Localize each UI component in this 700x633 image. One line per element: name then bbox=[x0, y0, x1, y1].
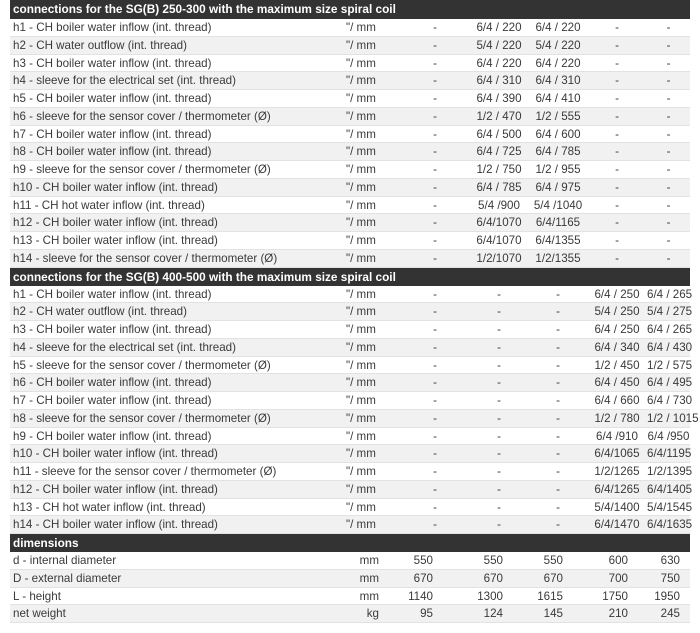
section-header-sg-400-500: connections for the SG(B) 400-500 with the maximum size spiral coil bbox=[10, 268, 690, 286]
row-label: h6 - sleeve for the sensor cover / thermometer (Ø) bbox=[13, 109, 271, 123]
value-cell: - bbox=[497, 411, 501, 425]
row-label: net weight bbox=[13, 607, 66, 621]
value-cell: - bbox=[556, 482, 560, 496]
value-cell: - bbox=[666, 56, 671, 70]
value-cell: 1615 bbox=[537, 589, 563, 603]
value-cell: - bbox=[433, 376, 437, 390]
unit-cell: "/ mm bbox=[346, 482, 376, 496]
row-label: d - internal diameter bbox=[13, 554, 117, 567]
unit-cell: kg bbox=[366, 607, 379, 621]
section-header-dimensions: dimensions bbox=[10, 534, 690, 552]
row-label: h6 - CH boiler water inflow (int. thread) bbox=[13, 376, 212, 390]
value-cell: 1/2 / 450 bbox=[594, 358, 640, 372]
table-row bbox=[10, 250, 690, 268]
value-cell: 5/4 / 275 bbox=[647, 305, 693, 319]
unit-cell: "/ mm bbox=[346, 518, 376, 532]
value-cell: - bbox=[433, 411, 437, 425]
table-row bbox=[10, 410, 699, 428]
unit-cell: "/ mm bbox=[346, 145, 376, 159]
value-cell: - bbox=[615, 92, 619, 105]
spec-table bbox=[10, 0, 699, 623]
value-cell: 670 bbox=[483, 571, 503, 585]
table-row bbox=[10, 374, 693, 392]
value-cell: - bbox=[666, 127, 671, 141]
unit-cell: "/ mm bbox=[346, 251, 376, 265]
value-cell: 600 bbox=[608, 554, 628, 567]
row-label: h12 - CH boiler water inflow (int. thread) bbox=[13, 216, 218, 230]
table-row bbox=[10, 286, 693, 304]
value-cell: 1/2 / 955 bbox=[535, 163, 581, 176]
value-cell: 6/4 / 250 bbox=[594, 287, 640, 301]
value-cell: 5/4/1545 bbox=[647, 500, 693, 514]
value-cell: 6/4 / 450 bbox=[594, 376, 640, 390]
value-cell: - bbox=[433, 92, 437, 105]
row-label: h3 - CH boiler water inflow (int. thread) bbox=[13, 323, 212, 336]
table-row bbox=[10, 570, 690, 588]
value-cell: 670 bbox=[413, 571, 433, 585]
value-cell: 5/4 /900 bbox=[478, 198, 520, 212]
unit-cell: "/ mm bbox=[346, 109, 376, 123]
value-cell: 550 bbox=[413, 554, 433, 567]
table-row bbox=[10, 90, 690, 108]
value-cell: 1/2/1265 bbox=[594, 465, 640, 478]
value-cell: - bbox=[433, 447, 437, 461]
value-cell: 6/4/1405 bbox=[647, 482, 693, 496]
row-label: h10 - CH boiler water inflow (int. thread) bbox=[13, 447, 218, 461]
value-cell: - bbox=[615, 198, 619, 212]
value-cell: 6/4/1070 bbox=[476, 216, 522, 230]
value-cell: - bbox=[556, 429, 560, 443]
value-cell: - bbox=[433, 429, 437, 443]
value-cell: 6/4/1470 bbox=[594, 518, 640, 532]
value-cell: - bbox=[666, 216, 671, 230]
value-cell: - bbox=[666, 145, 671, 159]
value-cell: - bbox=[433, 74, 437, 88]
value-cell: - bbox=[615, 251, 619, 265]
row-label: h5 - sleeve for the sensor cover / thermometer (Ø) bbox=[13, 358, 271, 372]
table-row bbox=[10, 232, 690, 250]
table-row bbox=[10, 481, 693, 499]
unit-cell: "/ mm bbox=[346, 447, 376, 461]
value-cell: - bbox=[556, 394, 560, 407]
value-cell: 95 bbox=[420, 607, 433, 621]
value-cell: - bbox=[666, 198, 671, 212]
value-cell: - bbox=[433, 56, 437, 70]
row-label: h13 - CH boiler water inflow (int. thread) bbox=[13, 234, 218, 247]
value-cell: - bbox=[497, 465, 501, 478]
unit-cell: mm bbox=[359, 589, 379, 603]
value-cell: 6/4 / 265 bbox=[647, 323, 693, 336]
value-cell: 145 bbox=[543, 607, 563, 621]
value-cell: 1140 bbox=[408, 589, 433, 603]
row-label: L - height bbox=[13, 589, 61, 603]
value-cell: - bbox=[497, 376, 501, 390]
value-cell: - bbox=[497, 340, 501, 354]
value-cell: 550 bbox=[483, 554, 503, 567]
value-cell: - bbox=[666, 92, 671, 105]
value-cell: 6/4 / 600 bbox=[535, 127, 581, 141]
value-cell: - bbox=[497, 429, 501, 443]
row-label: h8 - sleeve for the sensor cover / thermometer (Ø) bbox=[13, 411, 271, 425]
value-cell: - bbox=[666, 38, 671, 52]
row-label: h9 - CH boiler water inflow (int. thread) bbox=[13, 429, 212, 443]
value-cell: - bbox=[556, 376, 560, 390]
value-cell: - bbox=[433, 216, 437, 230]
table-row bbox=[10, 55, 690, 73]
unit-cell: "/ mm bbox=[346, 465, 376, 478]
row-label: D - external diameter bbox=[13, 571, 122, 585]
value-cell: - bbox=[556, 305, 560, 319]
unit-cell: "/ mm bbox=[346, 127, 376, 141]
value-cell: - bbox=[666, 74, 671, 88]
value-cell: 1/2/1395 bbox=[647, 465, 693, 478]
row-label: h8 - CH boiler water inflow (int. thread) bbox=[13, 145, 212, 159]
table-row bbox=[10, 499, 693, 517]
value-cell: - bbox=[556, 447, 560, 461]
value-cell: 6/4 / 310 bbox=[535, 74, 581, 88]
value-cell: 6/4 / 495 bbox=[647, 376, 693, 390]
value-cell: - bbox=[433, 38, 437, 52]
value-cell: - bbox=[433, 234, 437, 247]
value-cell: 6/4 / 725 bbox=[476, 145, 522, 159]
value-cell: - bbox=[615, 38, 619, 52]
row-label: h10 - CH boiler water inflow (int. thread) bbox=[13, 180, 218, 194]
value-cell: 6/4 / 975 bbox=[535, 180, 581, 194]
unit-cell: "/ mm bbox=[346, 92, 376, 105]
unit-cell: "/ mm bbox=[346, 500, 376, 514]
value-cell: 1750 bbox=[602, 589, 628, 603]
value-cell: 6/4 / 730 bbox=[647, 394, 693, 407]
table-row bbox=[10, 552, 690, 570]
value-cell: 6/4/1070 bbox=[476, 234, 522, 247]
value-cell: 670 bbox=[543, 571, 563, 585]
value-cell: 550 bbox=[543, 554, 563, 567]
value-cell: - bbox=[433, 180, 437, 194]
unit-cell: "/ mm bbox=[346, 394, 376, 407]
value-cell: - bbox=[666, 180, 671, 194]
table-row bbox=[10, 588, 690, 606]
table-row bbox=[10, 463, 693, 481]
value-cell: 5/4/1400 bbox=[594, 500, 640, 514]
value-cell: 6/4 / 220 bbox=[535, 56, 581, 70]
unit-cell: "/ mm bbox=[346, 56, 376, 70]
unit-cell: "/ mm bbox=[346, 38, 376, 52]
table-row bbox=[10, 516, 693, 534]
row-label: h2 - CH water outflow (int. thread) bbox=[13, 38, 187, 52]
unit-cell: "/ mm bbox=[346, 376, 376, 390]
table-row bbox=[10, 37, 690, 55]
value-cell: - bbox=[497, 323, 501, 336]
value-cell: - bbox=[556, 465, 560, 478]
value-cell: - bbox=[556, 411, 560, 425]
row-label: h4 - sleeve for the electrical set (int. thread) bbox=[13, 74, 236, 88]
value-cell: - bbox=[433, 358, 437, 372]
table-row bbox=[10, 161, 690, 179]
table-row bbox=[10, 108, 690, 126]
value-cell: - bbox=[497, 447, 501, 461]
value-cell: 5/4 / 250 bbox=[594, 305, 640, 319]
value-cell: 1950 bbox=[654, 589, 680, 603]
value-cell: - bbox=[433, 127, 437, 141]
value-cell: 1/2 / 780 bbox=[594, 411, 640, 425]
row-label: h11 - CH hot water inflow (int. thread) bbox=[13, 198, 205, 212]
unit-cell: "/ mm bbox=[346, 340, 376, 354]
table-row bbox=[10, 605, 690, 623]
value-cell: 700 bbox=[608, 571, 628, 585]
table-row bbox=[10, 339, 693, 357]
value-cell: 630 bbox=[660, 554, 680, 567]
value-cell: - bbox=[497, 500, 501, 514]
value-cell: - bbox=[433, 251, 437, 265]
unit-cell: "/ mm bbox=[346, 74, 376, 88]
value-cell: - bbox=[615, 109, 619, 123]
value-cell: 1/2/1355 bbox=[535, 251, 581, 265]
row-label: h7 - CH boiler water inflow (int. thread) bbox=[13, 394, 212, 407]
value-cell: 6/4 / 220 bbox=[535, 21, 581, 34]
value-cell: 6/4/1165 bbox=[535, 216, 581, 230]
unit-cell: "/ mm bbox=[346, 216, 376, 230]
value-cell: - bbox=[556, 500, 560, 514]
table-row bbox=[10, 428, 690, 446]
row-label: h3 - CH boiler water inflow (int. thread) bbox=[13, 56, 212, 70]
value-cell: - bbox=[433, 163, 437, 176]
value-cell: - bbox=[497, 482, 501, 496]
unit-cell: "/ mm bbox=[346, 358, 376, 372]
value-cell: - bbox=[433, 394, 437, 407]
value-cell: - bbox=[666, 21, 671, 34]
value-cell: 1300 bbox=[477, 589, 503, 603]
value-cell: - bbox=[615, 163, 619, 176]
value-cell: 210 bbox=[608, 607, 628, 621]
value-cell: 6/4 / 390 bbox=[476, 92, 522, 105]
unit-cell: "/ mm bbox=[346, 234, 376, 247]
value-cell: 6/4 / 250 bbox=[594, 323, 640, 336]
value-cell: 6/4/1355 bbox=[535, 234, 581, 247]
value-cell: 245 bbox=[660, 607, 680, 621]
value-cell: - bbox=[615, 74, 619, 88]
value-cell: 6/4 / 430 bbox=[647, 340, 693, 354]
table-row bbox=[10, 143, 690, 161]
rows-sg-250-300 bbox=[10, 19, 690, 268]
value-cell: 6/4 /910 bbox=[596, 429, 638, 443]
value-cell: 5/4 / 220 bbox=[535, 38, 581, 52]
value-cell: 6/4/1195 bbox=[647, 447, 692, 461]
value-cell: - bbox=[497, 518, 501, 532]
value-cell: 124 bbox=[483, 607, 503, 621]
rows-sg-400-500 bbox=[10, 286, 699, 535]
value-cell: 5/4 /1040 bbox=[533, 198, 583, 212]
table-row bbox=[10, 445, 690, 463]
unit-cell: "/ mm bbox=[346, 305, 376, 319]
value-cell: - bbox=[666, 234, 671, 247]
value-cell: - bbox=[615, 127, 619, 141]
row-label: h4 - sleeve for the electrical set (int. thread) bbox=[13, 340, 236, 354]
table-row bbox=[10, 303, 693, 321]
table-row bbox=[10, 392, 693, 410]
value-cell: 6/4 / 785 bbox=[535, 145, 581, 159]
value-cell: - bbox=[433, 198, 437, 212]
value-cell: 6/4 / 410 bbox=[535, 92, 581, 105]
table-row bbox=[10, 357, 693, 375]
row-label: h2 - CH water outflow (int. thread) bbox=[13, 305, 187, 319]
row-label: h13 - CH hot water inflow (int. thread) bbox=[13, 500, 206, 514]
section-header-sg-250-300: connections for the SG(B) 250-300 with the maximum size spiral coil bbox=[10, 0, 690, 19]
row-label: h1 - CH boiler water inflow (int. thread) bbox=[13, 287, 212, 301]
value-cell: 1/2/1070 bbox=[476, 251, 522, 265]
value-cell: - bbox=[556, 358, 560, 372]
unit-cell: "/ mm bbox=[346, 163, 376, 176]
value-cell: - bbox=[666, 109, 671, 123]
table-row bbox=[10, 321, 693, 339]
value-cell: - bbox=[497, 394, 501, 407]
value-cell: - bbox=[433, 287, 437, 301]
value-cell: - bbox=[433, 305, 437, 319]
value-cell: - bbox=[433, 482, 437, 496]
value-cell: - bbox=[556, 287, 560, 301]
value-cell: 1/2 / 1015 bbox=[647, 411, 699, 425]
value-cell: 6/4 / 500 bbox=[476, 127, 522, 141]
value-cell: - bbox=[556, 340, 560, 354]
table-row bbox=[10, 214, 690, 232]
row-label: h1 - CH boiler water inflow (int. thread) bbox=[13, 21, 212, 34]
value-cell: - bbox=[433, 340, 437, 354]
value-cell: - bbox=[497, 305, 501, 319]
row-label: h5 - CH boiler water inflow (int. thread) bbox=[13, 92, 212, 105]
unit-cell: "/ mm bbox=[346, 180, 376, 194]
value-cell: - bbox=[433, 323, 437, 336]
value-cell: 5/4 / 220 bbox=[476, 38, 522, 52]
unit-cell: "/ mm bbox=[346, 198, 376, 212]
table-row bbox=[10, 126, 690, 144]
value-cell: 1/2 / 750 bbox=[476, 163, 522, 176]
value-cell: 6/4/1635 bbox=[647, 518, 693, 532]
value-cell: - bbox=[433, 145, 437, 159]
table-row bbox=[10, 179, 690, 197]
unit-cell: "/ mm bbox=[346, 21, 376, 34]
value-cell: - bbox=[666, 163, 671, 176]
value-cell: 6/4 / 310 bbox=[476, 74, 522, 88]
value-cell: - bbox=[615, 180, 619, 194]
value-cell: - bbox=[433, 500, 437, 514]
row-label: h11 - sleeve for the sensor cover / thermometer (Ø) bbox=[13, 465, 277, 478]
value-cell: - bbox=[615, 216, 619, 230]
unit-cell: "/ mm bbox=[346, 429, 376, 443]
value-cell: 6/4 / 660 bbox=[594, 394, 640, 407]
row-label: h9 - sleeve for the sensor cover / thermometer (Ø) bbox=[13, 163, 271, 176]
value-cell: - bbox=[556, 323, 560, 336]
value-cell: - bbox=[615, 234, 619, 247]
value-cell: - bbox=[497, 358, 501, 372]
table-row bbox=[10, 197, 690, 215]
value-cell: 1/2 / 555 bbox=[535, 109, 581, 123]
value-cell: - bbox=[433, 518, 437, 532]
unit-cell: "/ mm bbox=[346, 287, 376, 301]
value-cell: - bbox=[615, 56, 619, 70]
value-cell: 750 bbox=[660, 571, 680, 585]
row-label: h12 - CH boiler water inflow (int. thread) bbox=[13, 482, 218, 496]
table-row bbox=[10, 72, 690, 90]
value-cell: - bbox=[433, 21, 437, 34]
value-cell: - bbox=[615, 145, 619, 159]
value-cell: 1/2 / 470 bbox=[476, 109, 522, 123]
value-cell: - bbox=[615, 21, 619, 34]
unit-cell: mm bbox=[359, 571, 379, 585]
value-cell: 6/4 / 220 bbox=[476, 21, 522, 34]
value-cell: - bbox=[556, 518, 560, 532]
value-cell: - bbox=[433, 109, 437, 123]
unit-cell: "/ mm bbox=[346, 411, 376, 425]
value-cell: - bbox=[666, 251, 671, 265]
row-label: h7 - CH boiler water inflow (int. thread) bbox=[13, 127, 212, 141]
unit-cell: mm bbox=[359, 554, 379, 567]
value-cell: 6/4/1065 bbox=[594, 447, 640, 461]
value-cell: 6/4 /950 bbox=[647, 429, 690, 443]
value-cell: 6/4/1265 bbox=[594, 482, 640, 496]
value-cell: - bbox=[433, 465, 437, 478]
row-label: h14 - CH boiler water inflow (int. thread) bbox=[13, 518, 218, 532]
value-cell: - bbox=[497, 287, 501, 301]
value-cell: 6/4 / 220 bbox=[476, 56, 522, 70]
unit-cell: "/ mm bbox=[346, 323, 376, 336]
value-cell: 6/4 / 265 bbox=[647, 287, 693, 301]
table-row bbox=[10, 19, 690, 37]
value-cell: 6/4 / 340 bbox=[594, 340, 640, 354]
rows-dimensions bbox=[10, 552, 690, 623]
value-cell: 1/2 / 575 bbox=[647, 358, 693, 372]
value-cell: 6/4 / 785 bbox=[476, 180, 522, 194]
row-label: h14 - sleeve for the sensor cover / thermometer (Ø) bbox=[13, 251, 278, 265]
